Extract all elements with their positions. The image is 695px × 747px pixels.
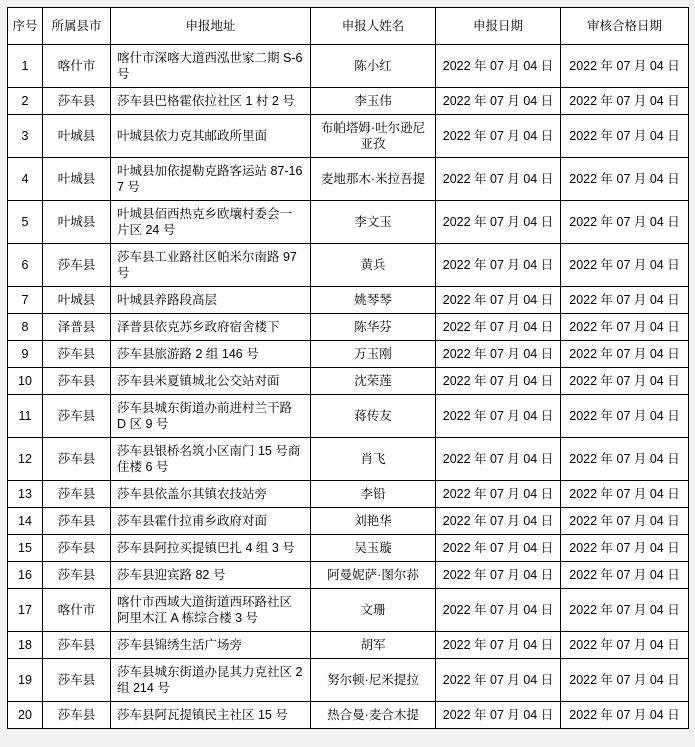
apply-date-cell: 2022 年 07 月 04 日 <box>436 632 561 659</box>
address-cell: 莎车县巴格霍依拉社区 1 村 2 号 <box>111 88 311 115</box>
applicant-name-cell: 姚琴琴 <box>311 287 436 314</box>
applicant-name-cell: 李铅 <box>311 481 436 508</box>
table-row <box>8 659 689 702</box>
applicant-name-cell: 热合曼·麦合木提 <box>311 702 436 729</box>
row-number-cell: 12 <box>8 438 43 481</box>
row-number-cell: 8 <box>8 314 43 341</box>
row-number-cell: 4 <box>8 158 43 201</box>
declaration-report-table <box>7 7 689 729</box>
apply-date-cell: 2022 年 07 月 04 日 <box>436 287 561 314</box>
table-row <box>8 438 689 481</box>
apply-date-cell: 2022 年 07 月 04 日 <box>436 314 561 341</box>
applicant-name-cell: 布帕塔姆·吐尔逊尼亚孜 <box>311 115 436 158</box>
applicant-name-cell: 胡军 <box>311 632 436 659</box>
county-cell: 莎车县 <box>43 562 111 589</box>
applicant-name-cell: 努尔顿·尼米提拉 <box>311 659 436 702</box>
approve-date-cell: 2022 年 07 月 04 日 <box>561 562 689 589</box>
address-cell: 莎车县迎宾路 82 号 <box>111 562 311 589</box>
table-row <box>8 314 689 341</box>
address-cell: 叶城县养路段高层 <box>111 287 311 314</box>
approve-date-cell: 2022 年 07 月 04 日 <box>561 632 689 659</box>
address-cell: 叶城县佰西热克乡欧壤村委会一片区 24 号 <box>111 201 311 244</box>
approve-date-cell: 2022 年 07 月 04 日 <box>561 481 689 508</box>
row-number-cell: 14 <box>8 508 43 535</box>
county-cell: 莎车县 <box>43 702 111 729</box>
header-row <box>8 8 689 45</box>
approve-date-cell: 2022 年 07 月 04 日 <box>561 702 689 729</box>
approve-date-cell: 2022 年 07 月 04 日 <box>561 395 689 438</box>
table-header <box>8 8 689 45</box>
approve-date-cell: 2022 年 07 月 04 日 <box>561 115 689 158</box>
table-row <box>8 244 689 287</box>
row-number-cell: 9 <box>8 341 43 368</box>
address-cell: 莎车县城东街道办前进村兰干路 D 区 9 号 <box>111 395 311 438</box>
apply-date-cell: 2022 年 07 月 04 日 <box>436 368 561 395</box>
table-row <box>8 368 689 395</box>
address-cell: 泽普县依克苏乡政府宿舍楼下 <box>111 314 311 341</box>
apply-date-cell: 2022 年 07 月 04 日 <box>436 481 561 508</box>
row-number-cell: 20 <box>8 702 43 729</box>
applicant-name-cell: 李玉伟 <box>311 88 436 115</box>
row-number-cell: 19 <box>8 659 43 702</box>
address-cell: 莎车县工业路社区帕米尔南路 97 号 <box>111 244 311 287</box>
column-header: 审核合格日期 <box>561 8 689 45</box>
row-number-cell: 11 <box>8 395 43 438</box>
apply-date-cell: 2022 年 07 月 04 日 <box>436 201 561 244</box>
address-cell: 莎车县霍什拉甫乡政府对面 <box>111 508 311 535</box>
column-header: 申报日期 <box>436 8 561 45</box>
county-cell: 莎车县 <box>43 508 111 535</box>
approve-date-cell: 2022 年 07 月 04 日 <box>561 659 689 702</box>
county-cell: 莎车县 <box>43 244 111 287</box>
column-header: 申报人姓名 <box>311 8 436 45</box>
county-cell: 莎车县 <box>43 438 111 481</box>
address-cell: 叶城县加依提勒克路客运站 87-167 号 <box>111 158 311 201</box>
table-row <box>8 341 689 368</box>
applicant-name-cell: 阿曼妮萨·图尔荪 <box>311 562 436 589</box>
county-cell: 莎车县 <box>43 659 111 702</box>
apply-date-cell: 2022 年 07 月 04 日 <box>436 341 561 368</box>
row-number-cell: 2 <box>8 88 43 115</box>
apply-date-cell: 2022 年 07 月 04 日 <box>436 395 561 438</box>
applicant-name-cell: 李文玉 <box>311 201 436 244</box>
column-header: 序号 <box>8 8 43 45</box>
apply-date-cell: 2022 年 07 月 04 日 <box>436 88 561 115</box>
row-number-cell: 7 <box>8 287 43 314</box>
approve-date-cell: 2022 年 07 月 04 日 <box>561 535 689 562</box>
table-row <box>8 702 689 729</box>
apply-date-cell: 2022 年 07 月 04 日 <box>436 244 561 287</box>
address-cell: 喀什市西域大道街道西环路社区阿里木江 A 栋综合楼 3 号 <box>111 589 311 632</box>
table-row <box>8 115 689 158</box>
county-cell: 泽普县 <box>43 314 111 341</box>
row-number-cell: 3 <box>8 115 43 158</box>
row-number-cell: 16 <box>8 562 43 589</box>
approve-date-cell: 2022 年 07 月 04 日 <box>561 244 689 287</box>
address-cell: 莎车县阿拉买提镇巴扎 4 组 3 号 <box>111 535 311 562</box>
applicant-name-cell: 刘艳华 <box>311 508 436 535</box>
row-number-cell: 5 <box>8 201 43 244</box>
apply-date-cell: 2022 年 07 月 04 日 <box>436 508 561 535</box>
table-row <box>8 395 689 438</box>
table-row <box>8 562 689 589</box>
county-cell: 喀什市 <box>43 45 111 88</box>
table-row <box>8 508 689 535</box>
address-cell: 莎车县城东街道办昆其力克社区 2 组 214 号 <box>111 659 311 702</box>
county-cell: 喀什市 <box>43 589 111 632</box>
apply-date-cell: 2022 年 07 月 04 日 <box>436 702 561 729</box>
applicant-name-cell: 文珊 <box>311 589 436 632</box>
row-number-cell: 6 <box>8 244 43 287</box>
approve-date-cell: 2022 年 07 月 04 日 <box>561 201 689 244</box>
table-row <box>8 88 689 115</box>
applicant-name-cell: 陈华芬 <box>311 314 436 341</box>
approve-date-cell: 2022 年 07 月 04 日 <box>561 368 689 395</box>
approve-date-cell: 2022 年 07 月 04 日 <box>561 438 689 481</box>
apply-date-cell: 2022 年 07 月 04 日 <box>436 438 561 481</box>
apply-date-cell: 2022 年 07 月 04 日 <box>436 535 561 562</box>
county-cell: 莎车县 <box>43 88 111 115</box>
column-header: 所属县市 <box>43 8 111 45</box>
apply-date-cell: 2022 年 07 月 04 日 <box>436 589 561 632</box>
approve-date-cell: 2022 年 07 月 04 日 <box>561 287 689 314</box>
county-cell: 叶城县 <box>43 201 111 244</box>
applicant-name-cell: 黄兵 <box>311 244 436 287</box>
table-row <box>8 287 689 314</box>
apply-date-cell: 2022 年 07 月 04 日 <box>436 45 561 88</box>
approve-date-cell: 2022 年 07 月 04 日 <box>561 45 689 88</box>
table-row <box>8 589 689 632</box>
address-cell: 叶城县依力克其邮政所里面 <box>111 115 311 158</box>
county-cell: 莎车县 <box>43 395 111 438</box>
row-number-cell: 13 <box>8 481 43 508</box>
table-row <box>8 158 689 201</box>
approve-date-cell: 2022 年 07 月 04 日 <box>561 314 689 341</box>
applicant-name-cell: 蒋传友 <box>311 395 436 438</box>
county-cell: 莎车县 <box>43 535 111 562</box>
county-cell: 莎车县 <box>43 368 111 395</box>
county-cell: 莎车县 <box>43 481 111 508</box>
table-row <box>8 45 689 88</box>
table-row <box>8 481 689 508</box>
approve-date-cell: 2022 年 07 月 04 日 <box>561 508 689 535</box>
approve-date-cell: 2022 年 07 月 04 日 <box>561 589 689 632</box>
row-number-cell: 10 <box>8 368 43 395</box>
apply-date-cell: 2022 年 07 月 04 日 <box>436 158 561 201</box>
county-cell: 莎车县 <box>43 341 111 368</box>
address-cell: 莎车县米夏镇城北公交站对面 <box>111 368 311 395</box>
address-cell: 莎车县阿瓦提镇民主社区 15 号 <box>111 702 311 729</box>
approve-date-cell: 2022 年 07 月 04 日 <box>561 158 689 201</box>
table-row <box>8 201 689 244</box>
applicant-name-cell: 沈荣莲 <box>311 368 436 395</box>
county-cell: 叶城县 <box>43 115 111 158</box>
table-row <box>8 535 689 562</box>
row-number-cell: 1 <box>8 45 43 88</box>
table-row <box>8 632 689 659</box>
column-header: 申报地址 <box>111 8 311 45</box>
applicant-name-cell: 吴玉璇 <box>311 535 436 562</box>
address-cell: 莎车县依盖尔其镇农技站旁 <box>111 481 311 508</box>
address-cell: 莎车县旅游路 2 组 146 号 <box>111 341 311 368</box>
apply-date-cell: 2022 年 07 月 04 日 <box>436 115 561 158</box>
applicant-name-cell: 万玉刚 <box>311 341 436 368</box>
county-cell: 叶城县 <box>43 287 111 314</box>
applicant-name-cell: 陈小红 <box>311 45 436 88</box>
applicant-name-cell: 肖飞 <box>311 438 436 481</box>
address-cell: 莎车县银桥名筑小区南门 15 号商住楼 6 号 <box>111 438 311 481</box>
row-number-cell: 18 <box>8 632 43 659</box>
applicant-name-cell: 麦地那木·米拉吾提 <box>311 158 436 201</box>
apply-date-cell: 2022 年 07 月 04 日 <box>436 562 561 589</box>
address-cell: 莎车县锦绣生活广场旁 <box>111 632 311 659</box>
table-body <box>8 45 689 729</box>
approve-date-cell: 2022 年 07 月 04 日 <box>561 341 689 368</box>
county-cell: 叶城县 <box>43 158 111 201</box>
apply-date-cell: 2022 年 07 月 04 日 <box>436 659 561 702</box>
row-number-cell: 17 <box>8 589 43 632</box>
county-cell: 莎车县 <box>43 632 111 659</box>
address-cell: 喀什市深喀大道西泓世家二期 S-6 号 <box>111 45 311 88</box>
approve-date-cell: 2022 年 07 月 04 日 <box>561 88 689 115</box>
row-number-cell: 15 <box>8 535 43 562</box>
